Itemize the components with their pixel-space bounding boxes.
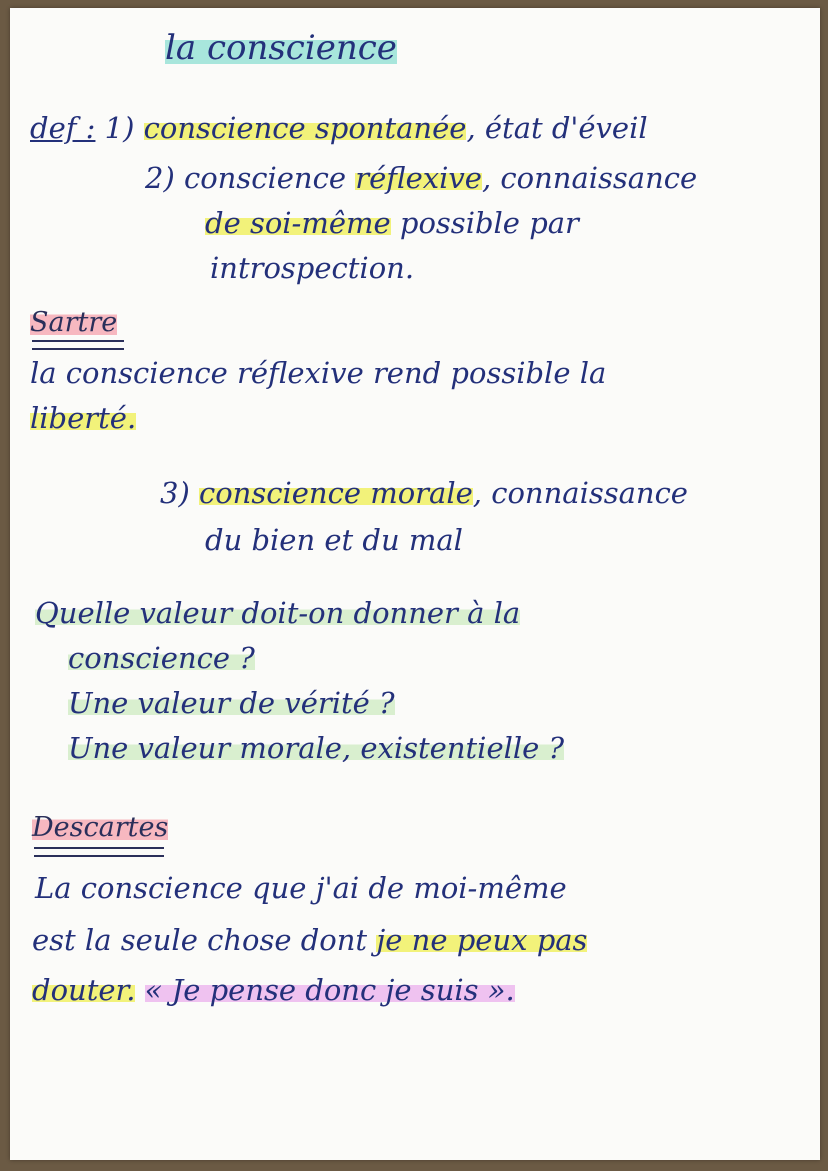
item-2-term-a: conscience [183,161,347,195]
descartes-quote: « Je pense donc je suis ». [144,973,515,1007]
question-3-text: Une valeur morale, existentielle ? [68,731,565,765]
descartes-text-2a: est la seule chose dont [32,923,377,957]
definition-line-2 [145,160,697,196]
sartre-line-2 [30,400,136,436]
item-1-term: conscience spontanée [143,111,467,145]
definition-line-1 [30,110,648,146]
question-3 [68,730,564,766]
question-1-text-1: Quelle valeur doit-on donner à la [35,596,521,630]
item-3-desc: , connaissance [472,476,688,510]
sartre-text-2: liberté. [30,401,137,435]
item-2-number: 2) [145,161,175,195]
sartre-underline [32,340,124,350]
item-2-term-b: réflexive [355,161,482,195]
item-3-line-2 [205,522,463,558]
question-1-line-2 [68,640,255,676]
item-3-line-1 [160,475,688,511]
item-1-number: 1) [104,111,135,145]
question-1-line-1 [35,595,520,631]
page-title-text: la conscience [165,28,397,68]
sartre-line-1 [30,355,606,391]
sartre-heading [30,305,117,341]
item-2-line2-highlight: de soi-même [205,206,391,240]
question-2-text: Une valeur de vérité ? [68,686,395,720]
item-3-term: conscience morale [198,476,473,510]
sartre-text-1: la conscience réflexive rend possible la [30,356,607,390]
item-1-desc: , état d'éveil [466,111,648,145]
descartes-name: Descartes [32,812,169,843]
definition-line-3 [205,205,579,241]
descartes-text-3a: douter. [32,973,136,1007]
descartes-text-1: La conscience que j'ai de moi-même [35,871,567,905]
descartes-text-2b: je ne peux pas [376,923,588,957]
descartes-underline [34,847,164,857]
item-2-line3: introspection. [210,251,415,285]
descartes-line-3 [32,972,515,1008]
definition-line-4 [210,250,414,286]
page-title [165,30,397,66]
descartes-line-1 [35,870,567,906]
descartes-line-2 [32,922,587,958]
item-2-desc: , connaissance [481,161,698,195]
question-1-text-2: conscience ? [68,641,255,675]
question-2 [68,685,395,721]
sartre-name: Sartre [30,307,118,338]
item-2-line2-rest: possible par [390,206,579,240]
item-3-text-2: du bien et du mal [205,523,463,557]
definition-label: def : [30,111,96,145]
descartes-heading [32,810,168,846]
item-3-number: 3) [160,476,190,510]
